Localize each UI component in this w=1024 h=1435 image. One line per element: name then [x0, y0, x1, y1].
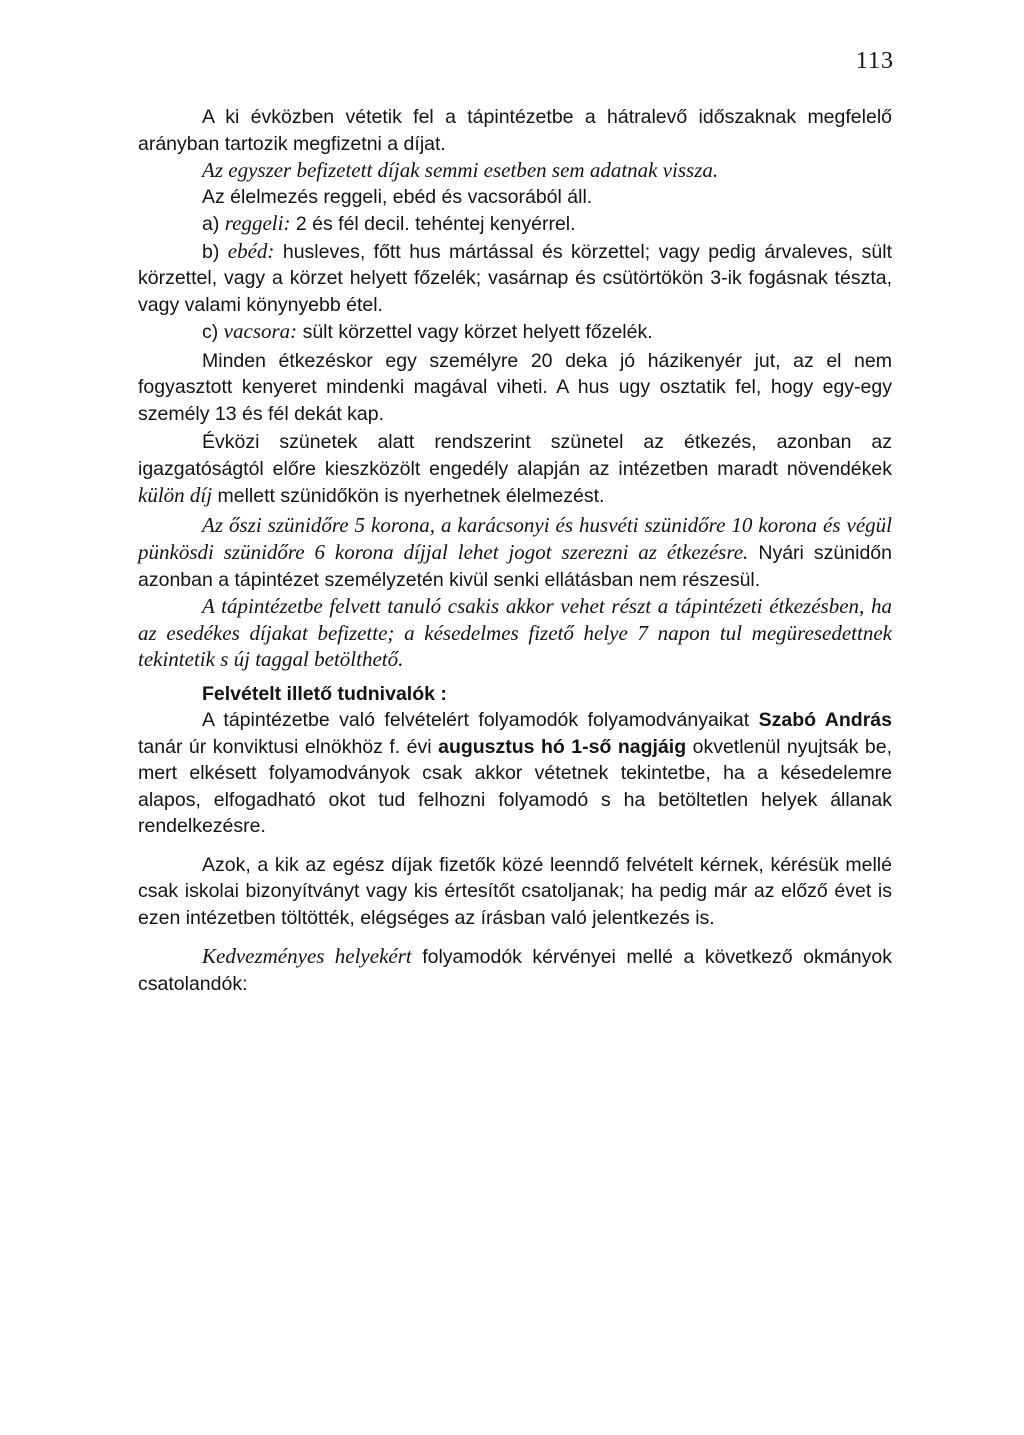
holiday-text-before: Évközi szünetek alatt rendszerint szünetel az étkezés, azonban az igazgatóságtól előre kieszközölt engedély alapján az intézetben maradt növendékek — [138, 431, 892, 480]
dinner-text: sült körzettel vagy körzet helyett főzelék. — [297, 321, 653, 343]
paragraph-application — [138, 707, 892, 840]
discount-text: folyamodók kérvényei mellé a következő okmányok csatolandók: — [138, 946, 892, 995]
paragraph-holiday-fees — [138, 512, 892, 594]
breakfast-label: reggeli: — [224, 211, 291, 235]
paragraph-discount — [138, 943, 892, 997]
holiday-italic: külön díj — [138, 483, 213, 507]
paragraph-payment-rule: A tápintézetbe felvett tanuló csakis akkor vehet részt a tápintézeti étkezésben, ha az esedékes díjakat befizette; a késedelmes fizető helye 7 napon tul megüresedettnek tekintetik s új taggal betölthető. — [138, 594, 892, 671]
paragraph-lunch — [138, 238, 892, 319]
page-number: 113 — [855, 48, 894, 74]
application-deadline: augusztus hó 1-ső nagjáig — [438, 735, 687, 758]
paragraph-holiday-meals — [138, 429, 892, 510]
list-marker-c: c) — [202, 321, 224, 343]
body-text — [138, 104, 892, 997]
discount-italic: Kedvezményes helyekért — [202, 944, 412, 968]
paragraph-dinner — [138, 318, 892, 346]
paragraph-breakfast — [138, 210, 892, 238]
list-marker-a: a) — [202, 213, 225, 235]
list-marker-b: b) — [202, 240, 228, 263]
breakfast-text: 2 és fél decil. tehéntej kenyérrel. — [290, 213, 576, 235]
paragraph-meals-intro: Az élelmezés reggeli, ebéd és vacsorából áll. — [202, 185, 593, 208]
lunch-label: ebéd: — [227, 238, 275, 263]
holiday-fees-italic: Az őszi szünidőre 5 korona, a karácsonyi és husvéti szünidőre 10 korona és végül pünkösdi szünidőre 6 korona díjjal lehet jogot szerezni az étkezésre. — [138, 512, 892, 564]
application-text-1: A tápintézetbe való felvételért folyamodók folyamodványaikat — [202, 709, 759, 731]
dinner-label: vacsora: — [223, 319, 298, 343]
holiday-text-after: mellett szünidőkön is nyerhetnek élelmezést. — [212, 485, 605, 507]
application-text-3: okvetlenül nyujtsák be, mert elkésett folyamodványok csak akkor vétetnek tekintetbe, ha a késedelemre alapos, elfogadható okot tud felhozni folyamodó s ha betöltetlen helyek állanak rendelkezésre. — [138, 735, 893, 837]
section-heading: Felvételt illető tudnivalók : — [202, 682, 447, 705]
paragraph-bread-meat: Minden étkezéskor egy személyre 20 deka jó házikenyér jut, az el nem fogyasztott kenyeret mindenki magával viheti. A hus ugy osztatik fel, hogy egy-egy személy 13 és fél dekát kap. — [138, 349, 892, 425]
paragraph-no-refund: Az egyszer befizetett díjak semmi esetben sem adatnak vissza. — [202, 158, 719, 182]
paragraph-late-admission: A ki évközben vétetik fel a tápintézetbe a hátralevő időszaknak megfelelő arányban tartozik megfizetni a díjat. — [138, 106, 892, 155]
lunch-text: husleves, főtt hus mártással és körzettel; vagy pedig árvaleves, sült körzettel, vagy a körzet helyett főzelék; vasárnap és csütörtökön 3-ik fogásnak tészta, vagy valami könynyebb étel. — [138, 240, 892, 316]
application-text-2: tanár úr konviktusi elnökhöz f. évi — [138, 735, 439, 758]
paragraph-full-fee: Azok, a kik az egész díjak fizetők közé leenndő felvételt kérnek, kérésük mellé csak iskolai bizonyítványt vagy kis értesítőt csatoljanak; ha pedig már az előző évet is ezen intézetben töltötték, elégséges az írásban való jelentkezés is. — [138, 853, 892, 929]
holiday-fees-after: Nyári szünidőn azonban a tápintézet személyzetén kivül senki ellátásban nem részesül. — [138, 542, 892, 591]
application-name: Szabó András — [758, 709, 892, 731]
